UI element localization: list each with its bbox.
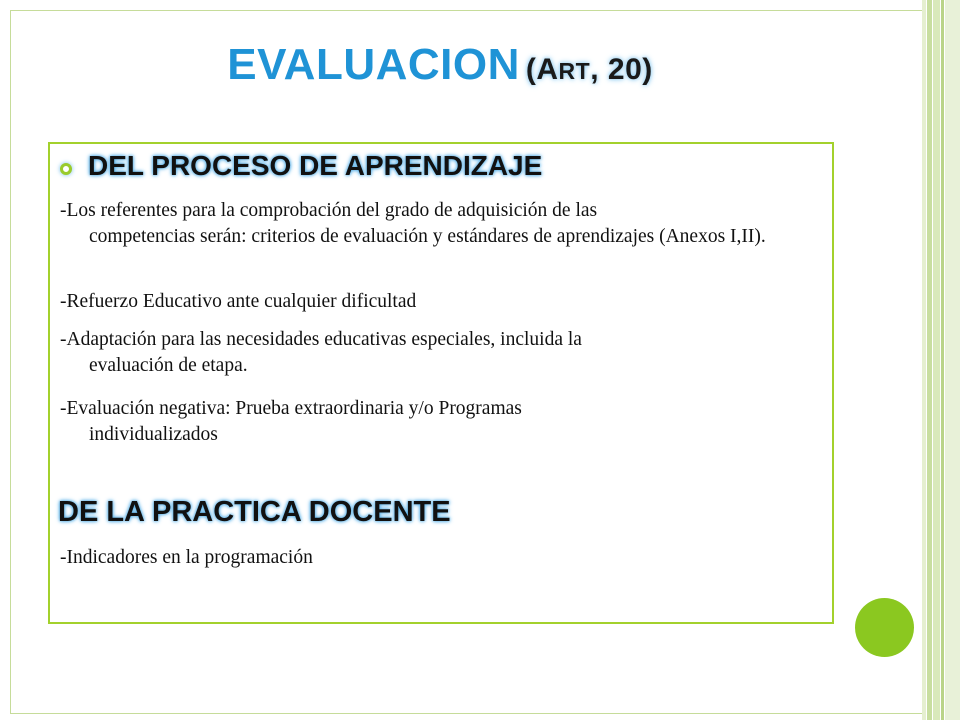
list-item: -Los referentes para la comprobación del grado de adquisición de las competencias serán: criterios de evaluación y estándares de aprendizajes (Anexos I,II). (60, 200, 766, 247)
slide-title (0, 40, 880, 90)
list-item: -Indicadores en la programación (60, 547, 313, 568)
decor-circle (855, 598, 914, 657)
section-heading-learning-process: DEL PROCESO DE APRENDIZAJE (88, 150, 543, 181)
decor-stripe (945, 0, 960, 720)
decor-stripe (933, 0, 940, 720)
slide-title-main: EVALUACION (227, 40, 520, 89)
decor-stripe (927, 0, 932, 720)
section-heading-teaching-practice: DE LA PRACTICA DOCENTE (58, 496, 451, 528)
article-reference: (ART, 20) (525, 53, 653, 86)
list-item: -Refuerzo Educativo ante cualquier dificultad (60, 291, 417, 312)
bullet-circle-icon (60, 163, 72, 175)
decor-stripe (922, 0, 926, 720)
list-item: -Adaptación para las necesidades educativas especiales, incluida la evaluación de etapa. (60, 329, 582, 376)
list-item: -Evaluación negativa: Prueba extraordinaria y/o Programas individualizados (60, 398, 522, 445)
decor-stripe (941, 0, 944, 720)
